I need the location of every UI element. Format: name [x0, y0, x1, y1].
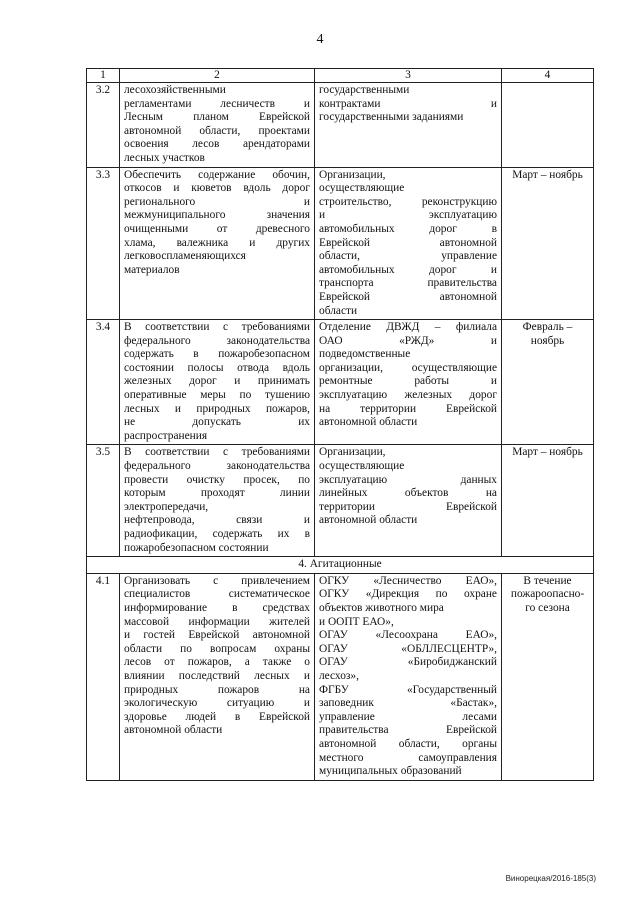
measure-cell [120, 445, 315, 557]
text-line: оперативные меры по тушению [124, 389, 310, 402]
column-header-1: 1 [87, 69, 120, 83]
text-line: ремонтные работы и [319, 375, 497, 388]
row-number: 3.3 [87, 167, 120, 320]
text-line: и эксплуатацию [319, 209, 497, 222]
text-line: линейных объектов на [319, 487, 497, 500]
measure-cell [120, 167, 315, 320]
text-line: подведомственные [319, 348, 411, 361]
text-line: автономной области [319, 514, 418, 527]
term-text: Март – ноябрь [512, 168, 583, 181]
text-line: государственными заданиями [319, 111, 464, 124]
text-line: пожаробезопасном состоянии [124, 541, 269, 554]
text-line: легковоспламеняющихся [124, 250, 246, 263]
term-text: ноябрь [530, 334, 565, 347]
term-cell [502, 445, 594, 557]
text-line: состоянии полосы отвода вдоль [124, 361, 310, 374]
text-line: здоровье людей в Еврейской [124, 710, 310, 723]
text-line: лесных и природных пожаров, [124, 402, 310, 415]
text-line: экологическую ситуацию и [124, 697, 310, 710]
text-line: влиянии последствий лесных и [124, 669, 310, 682]
measure-cell [120, 320, 315, 445]
text-line: специалистов систематическое [124, 588, 310, 601]
text-line: лесных участков [124, 151, 205, 164]
measure-cell [120, 573, 315, 780]
column-header-2: 2 [120, 69, 315, 83]
text-line: местного самоуправления [319, 751, 497, 764]
text-line: ОГАУ «Лесоохрана ЕАО», [319, 629, 497, 642]
text-line: распространения [124, 429, 208, 442]
text-line: объектов животного мира [319, 601, 444, 614]
text-line: и ООПТ ЕАО», [319, 615, 394, 628]
section-title: 4. Агитационные [87, 557, 594, 574]
section-row [87, 557, 594, 574]
text-line: осуществляющие [319, 460, 405, 473]
text-line: Еврейской автономной [319, 236, 497, 249]
text-line: нефтепровода, связи и [124, 514, 310, 527]
text-line: контрактами и [319, 97, 497, 110]
column-header-3: 3 [315, 69, 502, 83]
table-row [87, 445, 594, 557]
text-line: межмуниципального значения [124, 209, 310, 222]
text-line: очищенными от древесного [124, 222, 310, 235]
text-line: автомобильных дорог и [319, 263, 497, 276]
row-number: 3.2 [87, 83, 120, 168]
text-line: природных пожаров на [124, 683, 310, 696]
text-line: Обеспечить содержание обочин, [124, 168, 310, 181]
text-line: ФГБУ «Государственный [319, 683, 497, 696]
term-cell [502, 167, 594, 320]
text-line: регионального и [124, 195, 310, 208]
term-text: Февраль – [522, 321, 573, 334]
text-line: хлама, валежника и других [124, 236, 310, 249]
text-line: на территории Еврейской [319, 402, 497, 415]
term-cell [502, 83, 594, 168]
text-line: содержать в пожаробезопасном [124, 348, 310, 361]
text-line: автономной области, органы [319, 737, 497, 750]
text-line: Лесным планом Еврейской [124, 111, 310, 124]
executor-cell [315, 573, 502, 780]
text-line: и гостей Еврейской автономной [124, 629, 310, 642]
text-line: не допускать их [124, 416, 310, 429]
table-header-row [87, 69, 594, 83]
page-number: 4 [316, 32, 324, 47]
row-number: 3.4 [87, 320, 120, 445]
text-line: электропередачи, [124, 500, 209, 513]
text-line: области, управление [319, 250, 497, 263]
text-line: автономной области, проектами [124, 124, 310, 137]
column-header-4: 4 [502, 69, 594, 83]
text-line: материалов [124, 263, 180, 276]
text-line: которым проходят линии [124, 487, 310, 500]
table-row [87, 573, 594, 780]
text-line: лесохозяйственными [124, 84, 226, 96]
term-text: В течение [523, 574, 572, 587]
text-line: автомобильных дорог в [319, 222, 497, 235]
text-line: лесхоз», [319, 669, 359, 682]
term-text: пожароопасно- [510, 588, 585, 601]
executor-cell [315, 83, 502, 168]
text-line: ОГКУ «Лесничество ЕАО», [319, 574, 497, 587]
text-line: ОГАУ «Биробиджанский [319, 656, 497, 669]
text-line: эксплуатацию данных [319, 473, 497, 486]
text-line: заповедник «Бастак», [319, 697, 497, 710]
text-line: Организовать с привлечением [124, 574, 310, 587]
text-line: области [319, 304, 358, 317]
measure-cell [120, 83, 315, 168]
document-footer-code: Винорецкая/2016-185(3) [505, 874, 596, 883]
text-line: Организации, [319, 168, 386, 181]
text-line: освоения лесов арендаторами [124, 138, 310, 151]
text-line: ОГКУ «Дирекция по охране [319, 588, 497, 601]
text-line: федерального законодательства [124, 334, 310, 347]
term-cell [502, 573, 594, 780]
text-line: территории Еврейской [319, 500, 497, 513]
text-line: области по вопросам охраны [124, 642, 310, 655]
text-line: Организации, [319, 446, 386, 459]
row-number: 3.5 [87, 445, 120, 557]
text-line: правительства Еврейской [319, 724, 497, 737]
text-line: откосов и кюветов вдоль дорог [124, 182, 310, 195]
text-line: информирование в средствах [124, 601, 310, 614]
term-cell [502, 320, 594, 445]
text-line: ОАО «РЖД» и [319, 334, 497, 347]
text-line: провести очистку просек, по [124, 473, 310, 486]
executor-cell [315, 445, 502, 557]
text-line: государственными [319, 84, 410, 96]
text-line: радиофикации, содержать их в [124, 528, 310, 540]
table-row [87, 83, 594, 168]
text-line: регламентами лесничеств и [124, 97, 310, 110]
table-row [87, 167, 594, 320]
text-line: осуществляющие [319, 182, 405, 195]
text-line: В соответствии с требованиями [124, 321, 310, 334]
text-line: автономной области [124, 724, 223, 737]
measures-table [86, 68, 594, 781]
executor-cell [315, 320, 502, 445]
text-line: ОГАУ «ОБЛЛЕСЦЕНТР», [319, 642, 497, 655]
text-line: управление лесами [319, 710, 497, 723]
text-line: транспорта правительства [319, 277, 497, 290]
text-line: Еврейской автономной [319, 290, 497, 303]
text-line: федерального законодательства [124, 460, 310, 473]
text-line: муниципальных образований [319, 765, 462, 778]
text-line: эксплуатацию железных дорог [319, 389, 497, 402]
text-line: Отделение ДВЖД – филиала [319, 321, 497, 334]
term-text: Март – ноябрь [512, 446, 583, 459]
text-line: строительство, реконструкцию [319, 195, 497, 208]
text-line: организации, осуществляющие [319, 361, 497, 374]
text-line: В соответствии с требованиями [124, 446, 310, 459]
text-line: автономной области [319, 416, 418, 429]
text-line: лесов от пожаров, а также о [124, 656, 310, 669]
table-row [87, 320, 594, 445]
text-line: железных дорог и принимать [124, 375, 310, 388]
executor-cell [315, 167, 502, 320]
text-line: массовой информации жителей [124, 615, 310, 628]
row-number: 4.1 [87, 573, 120, 780]
term-text: го сезона [525, 601, 570, 614]
